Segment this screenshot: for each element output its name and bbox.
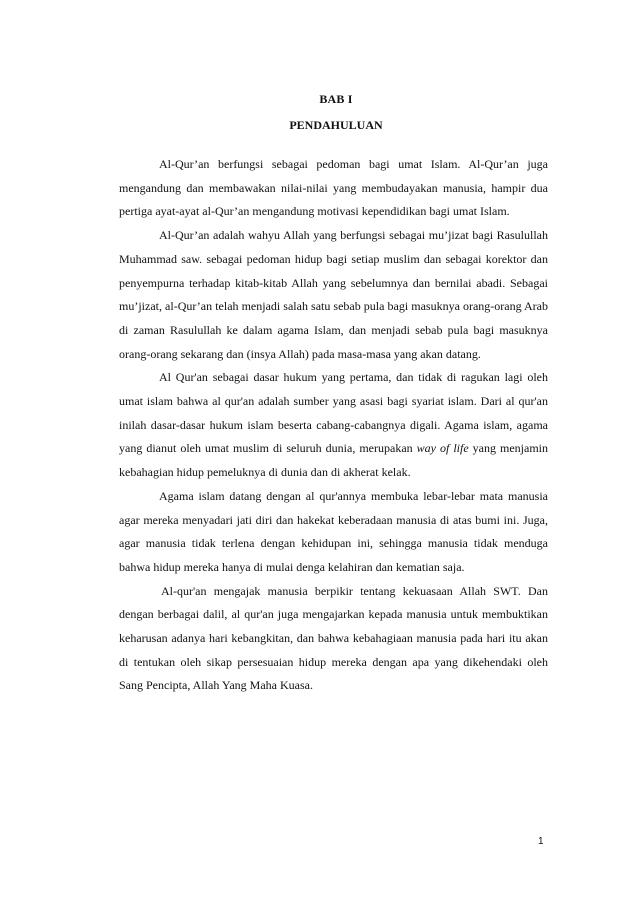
page-title: PENDAHULUAN <box>289 118 383 132</box>
chapter-heading: BAB I <box>319 92 353 106</box>
paragraph-3-text-after: yang menjamin kebahagian hidup pemeluknya di dunia dan di akherat kelak. <box>119 441 548 480</box>
page-number: 1 <box>538 836 544 847</box>
paragraph-2: Al-Qur’an adalah wahyu Allah yang berfungsi sebagai mu’jizat bagi Rasulullah Muhammad saw. sebagai pedoman hidup bagi setiap muslim dan sebagai korektor dan penyempurna terhadap kitab-kitab Allah yang sebelumnya dan bernilai abadi. Sebagai mu’jizat, al-Qur’an telah menjadi salah satu sebab pula bagi masuknya orang-orang Arab di zaman Rasulullah ke dalam agama Islam, dan menjadi sebab pula bagi masuknya orang-orang sekarang dan (insya Allah) pada masa-masa yang akan datang. <box>119 228 548 361</box>
paragraph-3-italic-phrase: way of life <box>416 441 469 456</box>
body-text <box>119 153 548 698</box>
paragraph-3 <box>119 366 548 485</box>
paragraph-4: Agama islam datang dengan al qur'annya membuka lebar-lebar mata manusia agar mereka menyadari jati diri dan hakekat keberadaan manusia di atas bumi ini. Juga, agar manusia tidak terlena dengan kehidupan ini, sehingga manusia tidak menduga bahwa hidup mereka hanya di mulai denga kelahiran dan kematian saja. <box>119 488 548 574</box>
paragraph-1: Al-Qur’an berfungsi sebagai pedoman bagi umat Islam. Al-Qur’an juga mengandung dan membawakan nilai-nilai yang membudayakan manusia, hampir dua pertiga ayat-ayat al-Qur’an mengandung motivasi kependidikan bagi umat Islam. <box>119 157 548 219</box>
paragraph-5: Al-qur'an mengajak manusia berpikir tentang kekuasaan Allah SWT. Dan dengan berbagai dalil, al qur'an juga mengajarkan kepada manusia untuk membuktikan keharusan adanya hari kebangkitan, dan bahwa kebahagiaan manusia pada hari itu akan di tentukan oleh sikap persesuaian hidup mereka dengan apa yang dikehendaki oleh Sang Pencipta, Allah Yang Maha Kuasa. <box>119 583 548 693</box>
paragraph-3-text-before: Al Qur'an sebagai dasar hukum yang pertama, dan tidak di ragukan lagi oleh umat islam bahwa al qur'an adalah sumber yang asasi bagi syariat islam. Dari al qur'an inilah dasar-dasar hukum islam beserta cabang-cabangnya digali. Agama islam, agama yang dianut oleh umat muslim di seluruh dunia, merupakan <box>119 370 548 456</box>
